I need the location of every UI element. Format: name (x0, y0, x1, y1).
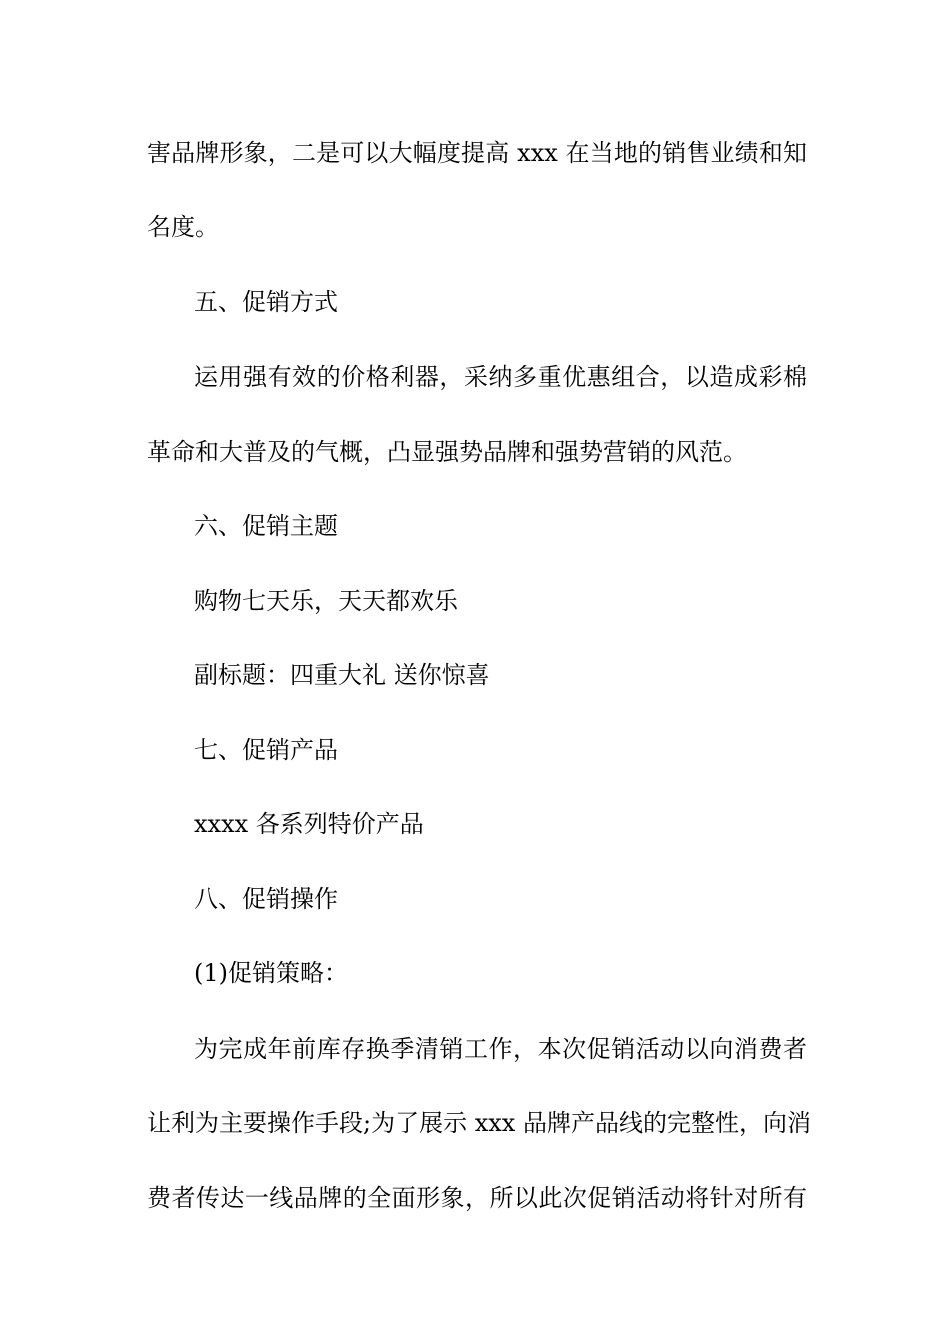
section-heading-promotion-method: 五、促销方式 (194, 288, 338, 316)
paragraph-line: 费者传达一线品牌的全面形象，所以此次促销活动将针对所有 (147, 1184, 807, 1212)
section-heading-promotion-theme: 六、促销主题 (194, 512, 338, 540)
paragraph-line: 害品牌形象，二是可以大幅度提高 xxx 在当地的销售业绩和知 (147, 139, 807, 167)
theme-text: 购物七天乐，天天都欢乐 (194, 587, 458, 615)
section-heading-promotion-operation: 八、促销操作 (194, 885, 338, 913)
subtitle-text: 副标题：四重大礼 送你惊喜 (194, 661, 490, 689)
paragraph-line: 运用强有效的价格利器，采纳多重优惠组合，以造成彩棉 (194, 363, 807, 391)
subheading-promotion-strategy: (1)促销策略： (194, 959, 348, 987)
paragraph-line: 名度。 (147, 213, 219, 241)
paragraph-line: 革命和大普及的气概，凸显强势品牌和强势营销的风范。 (147, 438, 747, 466)
section-heading-promotion-products: 七、促销产品 (194, 736, 338, 764)
paragraph-line: 让利为主要操作手段;为了展示 xxx 品牌产品线的完整性，向消 (147, 1109, 811, 1137)
paragraph-line: 为完成年前库存换季清销工作，本次促销活动以向消费者 (194, 1035, 807, 1063)
products-text: xxxx 各系列特价产品 (194, 810, 424, 838)
